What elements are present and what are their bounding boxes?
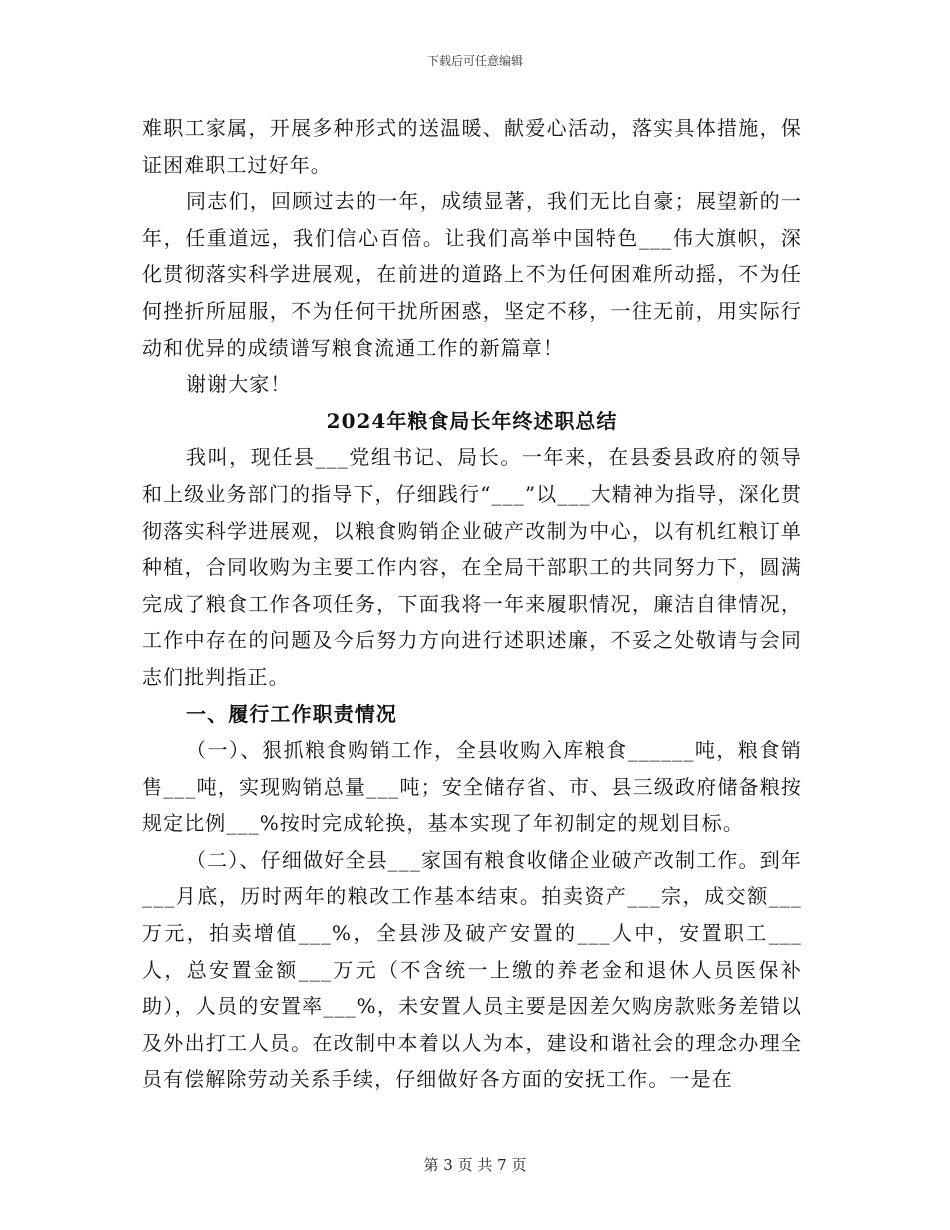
thanks-paragraph: 谢谢大家！ — [186, 372, 292, 397]
document-title: 2024年粮食局长年终述职总结 — [326, 408, 618, 433]
document-body — [142, 110, 802, 1098]
continuation-paragraph: 难职工家属，开展多种形式的送温暖、献爱心活动，落实具体措施，保证困难职工过好年。 — [142, 116, 802, 177]
item-paragraph-2: （二）、仔细做好全县___家国有粮食收储企业破产改制工作。到年___月底，历时两年的粮改工作基本结束。拍卖资产___宗，成交额___万元，拍卖增值___%，全县涉及破产安置的___人中，安置职工___人，总安置金额___万元（不含统一上缴的养老金和退休人员医保补助），人员的安置率___%，未安置人员主要是因差欠购房款账务差错以及外出打工人员。在改制中本着以人为本，建设和谐社会的理念办理全员有偿解除劳动关系手续，仔细做好各方面的安抚工作。一是在 — [142, 847, 802, 1092]
intro-paragraph: 我叫，现任县___党组书记、局长。一年来，在县委县政府的领导和上级业务部门的指导下，仔细践行“___”以___大精神为指导，深化贯彻落实科学进展观，以粮食购销企业破产改制为中心，以有机红粮订单种植，合同收购为主要工作内容，在全局干部职工的共同努力下，圆满完成了粮食工作各项任务，下面我将一年来履职情况，廉洁自律情况，工作中存在的问题及今后努力方向进行述职述廉，不妥之处敬请与会同志们批判指正。 — [142, 445, 802, 689]
item-paragraph-1: （一）、狠抓粮食购销工作，全县收购入库粮食______吨，粮食销售___吨，实现购销总量___吨；安全储存省、市、县三级政府储备粮按规定比例___%按时完成轮换，基本实现了年初制定的规划目标。 — [142, 738, 802, 836]
section-heading: 一、履行工作职责情况 — [186, 701, 397, 726]
page-number: 第 3 页 共 7 页 — [423, 1156, 527, 1174]
closing-paragraph: 同志们，回顾过去的一年，成绩显著，我们无比自豪；展望新的一年，任重道远，我们信心百倍。让我们高举中国特色___伟大旗帜，深化贯彻落实科学进展观，在前进的道路上不为任何困难所动摇，不为任何挫折所屈服，不为任何干扰所困惑，坚定不移，一往无前，用实际行动和优异的成绩谱写粮食流通工作的新篇章！ — [142, 189, 802, 360]
page-header: 下载后可任意编辑 — [426, 54, 523, 68]
